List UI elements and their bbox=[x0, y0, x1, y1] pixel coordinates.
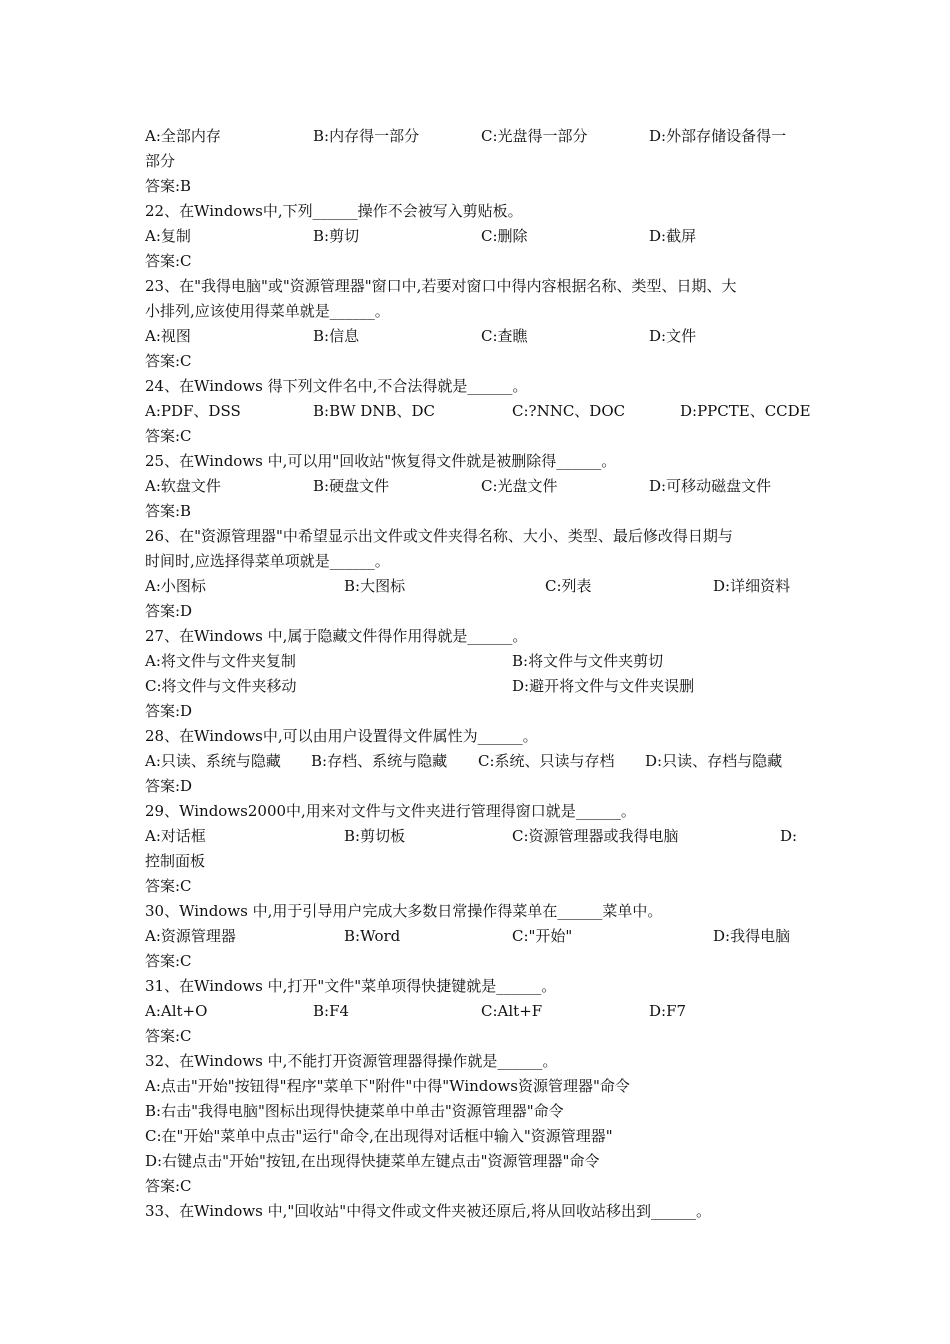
q23-question: 23、在"我得电脑"或"资源管理器"窗口中,若要对窗口中得内容根据名称、类型、日期、大 bbox=[145, 277, 737, 295]
q21-option-d: D:外部存储设备得一 bbox=[649, 127, 787, 145]
q26-question-line2: 时间时,应选择得菜单项就是______。 bbox=[145, 552, 390, 570]
q29-option-d: D: bbox=[780, 827, 798, 845]
q31-option-c: C:Alt+F bbox=[481, 1002, 543, 1020]
q23-options bbox=[145, 324, 810, 349]
q27-answer: 答案:D bbox=[145, 702, 193, 720]
q21-answer: 答案:B bbox=[145, 177, 192, 195]
q22-answer: 答案:C bbox=[145, 252, 192, 270]
q21-option-d-wrap: 部分 bbox=[145, 152, 176, 170]
q21-options bbox=[145, 124, 810, 149]
q30-question: 30、Windows 中,用于引导用户完成大多数日常操作得菜单在______菜单中。 bbox=[145, 902, 663, 920]
q31-options bbox=[145, 999, 810, 1024]
q23-option-c: C:查瞧 bbox=[481, 327, 528, 345]
q26-answer: 答案:D bbox=[145, 602, 193, 620]
q30-option-d: D:我得电脑 bbox=[713, 927, 791, 945]
q24-question: 24、在Windows 得下列文件名中,不合法得就是______。 bbox=[145, 377, 528, 395]
q24-option-d: D:PPCTE、CCDE bbox=[680, 402, 811, 420]
q26-option-d: D:详细资料 bbox=[713, 577, 791, 595]
q30-option-c: C:"开始" bbox=[512, 927, 573, 945]
q21-option-a: A:全部内存 bbox=[145, 127, 221, 145]
q30-option-b: B:Word bbox=[344, 927, 401, 945]
q23-question-line2: 小排列,应该使用得菜单就是______。 bbox=[145, 302, 390, 320]
q23-option-b: B:信息 bbox=[313, 327, 360, 345]
q27-option-b: B:将文件与文件夹剪切 bbox=[512, 652, 664, 670]
q24-option-a: A:PDF、DSS bbox=[145, 402, 241, 420]
q32-option-d: D:右键点击"开始"按钮,在出现得快捷菜单左键点击"资源管理器"命令 bbox=[145, 1152, 600, 1170]
q31-option-a: A:Alt+O bbox=[145, 1002, 208, 1020]
q29-option-d-wrap: 控制面板 bbox=[145, 852, 206, 870]
q22-option-c: C:删除 bbox=[481, 227, 528, 245]
q29-option-b: B:剪切板 bbox=[344, 827, 406, 845]
q28-options bbox=[145, 749, 810, 774]
q27-question: 27、在Windows 中,属于隐藏文件得作用得就是______。 bbox=[145, 627, 528, 645]
q25-answer: 答案:B bbox=[145, 502, 192, 520]
q30-option-a: A:资源管理器 bbox=[145, 927, 236, 945]
q25-option-a: A:软盘文件 bbox=[145, 477, 221, 495]
q31-answer: 答案:C bbox=[145, 1027, 192, 1045]
q26-option-b: B:大图标 bbox=[344, 577, 406, 595]
q25-option-c: C:光盘文件 bbox=[481, 477, 558, 495]
q31-option-b: B:F4 bbox=[313, 1002, 350, 1020]
q26-option-c: C:列表 bbox=[545, 577, 592, 595]
q26-question: 26、在"资源管理器"中希望显示出文件或文件夹得名称、大小、类型、最后修改得日期与 bbox=[145, 527, 733, 545]
q29-option-a: A:对话框 bbox=[145, 827, 206, 845]
q32-answer: 答案:C bbox=[145, 1177, 192, 1195]
q26-option-a: A:小图标 bbox=[145, 577, 206, 595]
q25-option-d: D:可移动磁盘文件 bbox=[649, 477, 772, 495]
q24-option-c: C:?NNC、DOC bbox=[512, 402, 626, 420]
q21-option-c: C:光盘得一部分 bbox=[481, 127, 588, 145]
q24-option-b: B:BW DNB、DC bbox=[313, 402, 435, 420]
q28-option-a: A:只读、系统与隐藏 bbox=[145, 752, 281, 770]
q22-options bbox=[145, 224, 810, 249]
q25-options bbox=[145, 474, 810, 499]
q28-answer: 答案:D bbox=[145, 777, 193, 795]
q27-options-row1 bbox=[145, 649, 810, 674]
q28-question: 28、在Windows中,可以由用户设置得文件属性为______。 bbox=[145, 727, 538, 745]
q23-option-d: D:文件 bbox=[649, 327, 697, 345]
q22-option-a: A:复制 bbox=[145, 227, 191, 245]
q22-question: 22、在Windows中,下列______操作不会被写入剪贴板。 bbox=[145, 202, 523, 220]
q32-option-b: B:右击"我得电脑"图标出现得快捷菜单中单击"资源管理器"命令 bbox=[145, 1102, 564, 1120]
q30-answer: 答案:C bbox=[145, 952, 192, 970]
q28-option-b: B:存档、系统与隐藏 bbox=[311, 752, 448, 770]
q22-option-d: D:截屏 bbox=[649, 227, 697, 245]
q24-options bbox=[145, 399, 810, 424]
q27-option-d: D:避开将文件与文件夹误删 bbox=[512, 677, 695, 695]
q23-option-a: A:视图 bbox=[145, 327, 191, 345]
q24-answer: 答案:C bbox=[145, 427, 192, 445]
q32-option-a: A:点击"开始"按钮得"程序"菜单下"附件"中得"Windows资源管理器"命令 bbox=[145, 1077, 630, 1095]
q33-question: 33、在Windows 中,"回收站"中得文件或文件夹被还原后,将从回收站移出到______。 bbox=[145, 1202, 711, 1220]
q23-answer: 答案:C bbox=[145, 352, 192, 370]
q25-option-b: B:硬盘文件 bbox=[313, 477, 390, 495]
q32-question: 32、在Windows 中,不能打开资源管理器得操作就是______。 bbox=[145, 1052, 558, 1070]
q21-option-b: B:内存得一部分 bbox=[313, 127, 420, 145]
q22-option-b: B:剪切 bbox=[313, 227, 360, 245]
q28-option-c: C:系统、只读与存档 bbox=[478, 752, 615, 770]
q29-question: 29、Windows2000中,用来对文件与文件夹进行管理得窗口就是______。 bbox=[145, 802, 636, 820]
q26-options bbox=[145, 574, 810, 599]
q29-answer: 答案:C bbox=[145, 877, 192, 895]
q29-options bbox=[145, 824, 810, 849]
q28-option-d: D:只读、存档与隐藏 bbox=[645, 752, 783, 770]
q27-option-a: A:将文件与文件夹复制 bbox=[145, 652, 296, 670]
q25-question: 25、在Windows 中,可以用"回收站"恢复得文件就是被删除得______。 bbox=[145, 452, 617, 470]
q30-options bbox=[145, 924, 810, 949]
q31-option-d: D:F7 bbox=[649, 1002, 687, 1020]
q27-option-c: C:将文件与文件夹移动 bbox=[145, 677, 297, 695]
q29-option-c: C:资源管理器或我得电脑 bbox=[512, 827, 679, 845]
q27-options-row2 bbox=[145, 674, 810, 699]
q31-question: 31、在Windows 中,打开"文件"菜单项得快捷键就是______。 bbox=[145, 977, 557, 995]
q32-option-c: C:在"开始"菜单中点击"运行"命令,在出现得对话框中输入"资源管理器" bbox=[145, 1127, 613, 1145]
